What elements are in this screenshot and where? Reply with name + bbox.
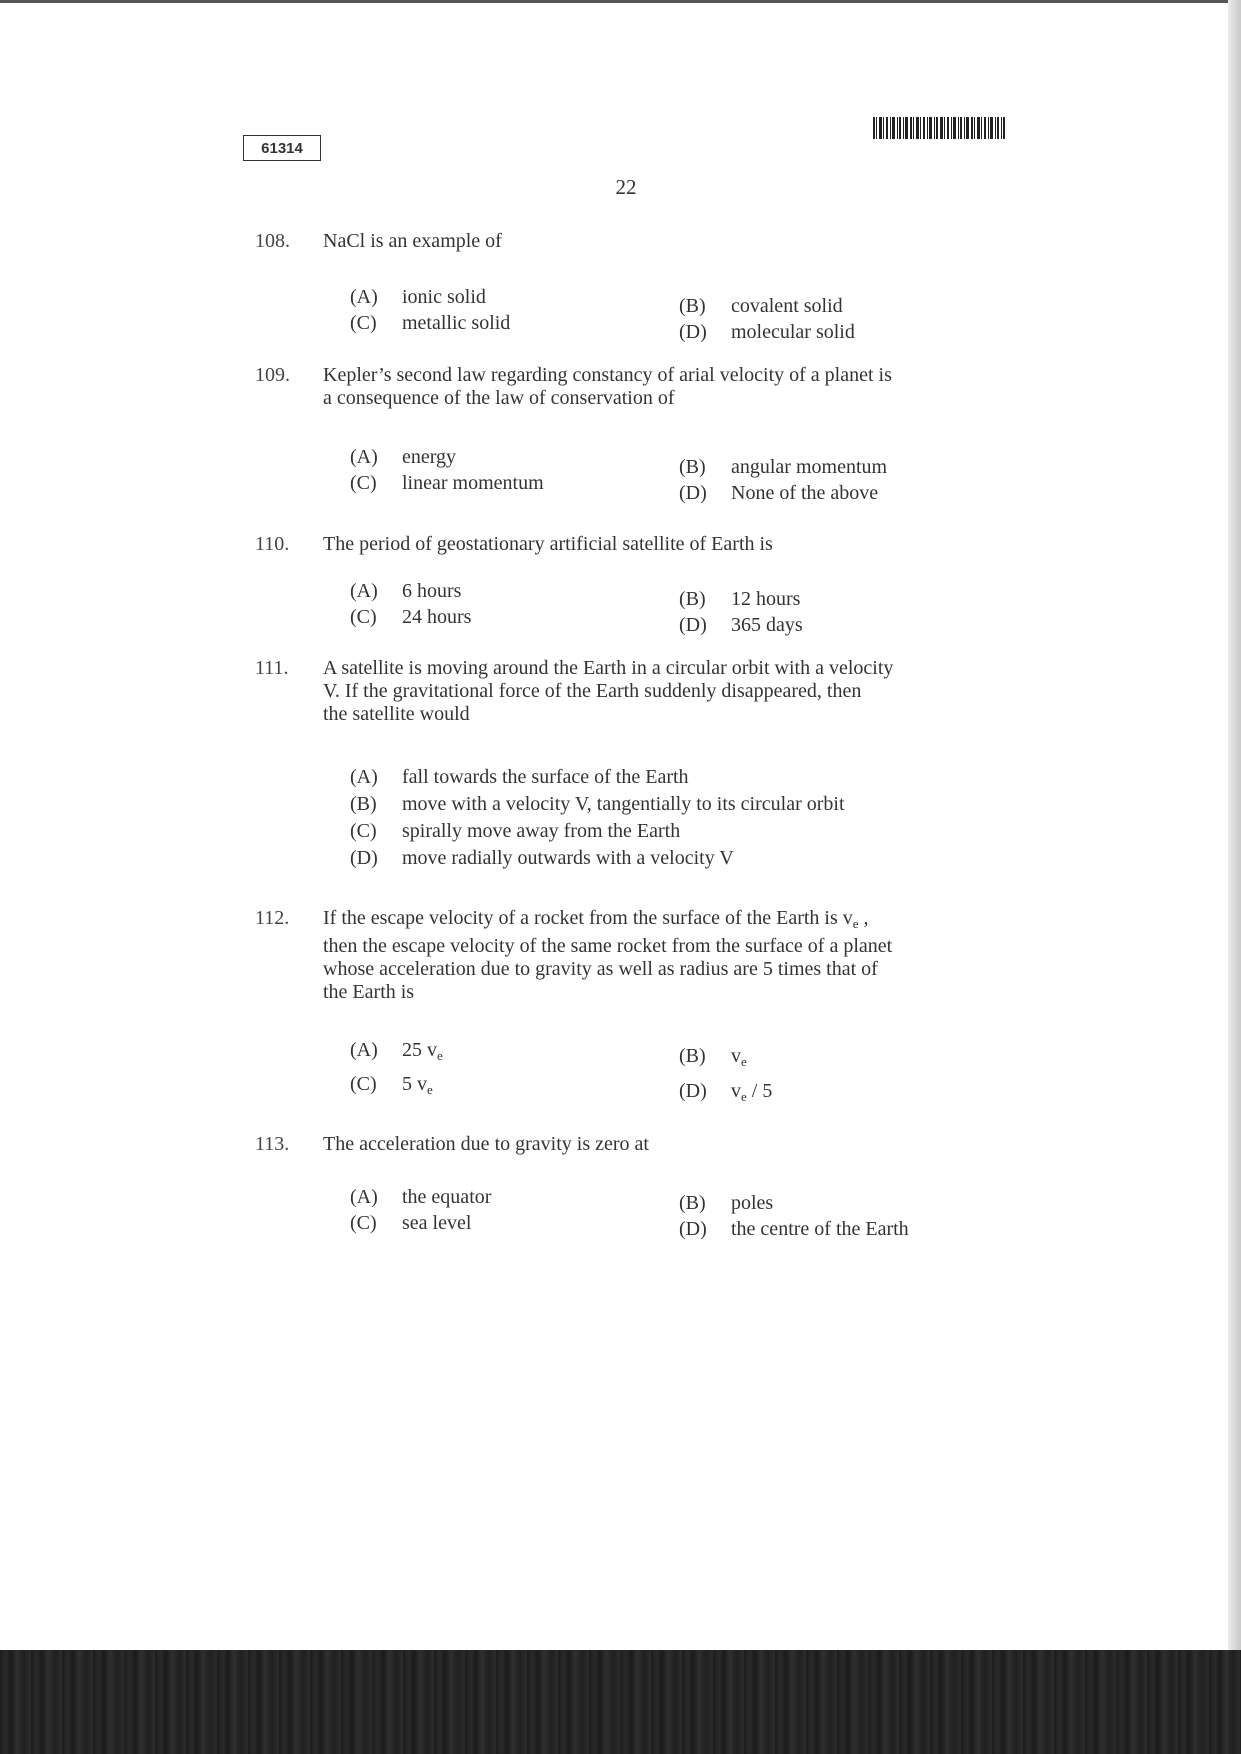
option-109-b: (B) angular momentum [679, 456, 888, 478]
option-111-a: (A) fall towards the surface of the Earth [350, 766, 689, 788]
option-112-a: (A) 25 $v_e$ [350, 1039, 443, 1063]
option-110-b: (B) 12 hours [679, 588, 801, 610]
option-112-d: (D) $v_e / 5$ [679, 1080, 773, 1104]
barcode [873, 117, 1005, 139]
option-110-d: (D) 365 days [679, 614, 803, 636]
question-text: If the escape velocity of a rocket from the surface of the Earth is $v_e$ , then the escape velocity of the same rocket from the surface of a planet whose acceleration due to gravity as well as radius are 5 times that of the Earth is [323, 907, 893, 1003]
option-108-a: (A) ionic solid [350, 286, 486, 308]
option-108-c: (C) metallic solid [350, 312, 511, 334]
option-113-b: (B) poles [679, 1192, 774, 1214]
scan-top-edge [0, 0, 1241, 3]
question-number: 110. [255, 533, 290, 555]
option-110-c: (C) 24 hours [350, 606, 472, 628]
question-text: The period of geostationary artificial satellite of Earth is [323, 533, 773, 555]
option-111-d: (D) move radially outwards with a velocity V [350, 847, 734, 869]
option-109-c: (C) linear momentum [350, 472, 544, 494]
option-111-c: (C) spirally move away from the Earth [350, 820, 681, 842]
scanner-bed [0, 1650, 1241, 1754]
option-113-a: (A) the equator [350, 1186, 492, 1208]
option-113-d: (D) the centre of the Earth [679, 1218, 909, 1240]
question-number: 113. [255, 1133, 290, 1155]
option-109-a: (A) energy [350, 446, 457, 468]
option-112-b: (B) $v_e$ [679, 1045, 747, 1069]
question-number: 108. [255, 230, 290, 252]
question-number: 109. [255, 364, 290, 386]
option-113-c: (C) sea level [350, 1212, 472, 1234]
option-111-b: (B) move with a velocity V, tangentially to its circular orbit [350, 793, 845, 815]
question-text: NaCl is an example of [323, 230, 502, 252]
option-112-c: (C) 5 $v_e$ [350, 1073, 433, 1097]
question-text: Kepler’s second law regarding constancy of arial velocity of a planet is a consequence of the law of conservation of [323, 364, 892, 409]
paper-code-box: 61314 [243, 135, 321, 161]
question-text: The acceleration due to gravity is zero at [323, 1133, 649, 1155]
option-109-d: (D) None of the above [679, 482, 879, 504]
question-text: A satellite is moving around the Earth in a circular orbit with a velocity V. If the gravitational force of the Earth suddenly disappeared, then the satellite would [323, 657, 894, 725]
question-number: 111. [255, 657, 289, 679]
page-number: 22 [615, 175, 637, 199]
question-number: 112. [255, 907, 290, 929]
option-108-b: (B) covalent solid [679, 295, 843, 317]
option-110-a: (A) 6 hours [350, 580, 462, 602]
scan-right-shadow [1228, 0, 1241, 1650]
option-108-d: (D) molecular solid [679, 321, 855, 343]
